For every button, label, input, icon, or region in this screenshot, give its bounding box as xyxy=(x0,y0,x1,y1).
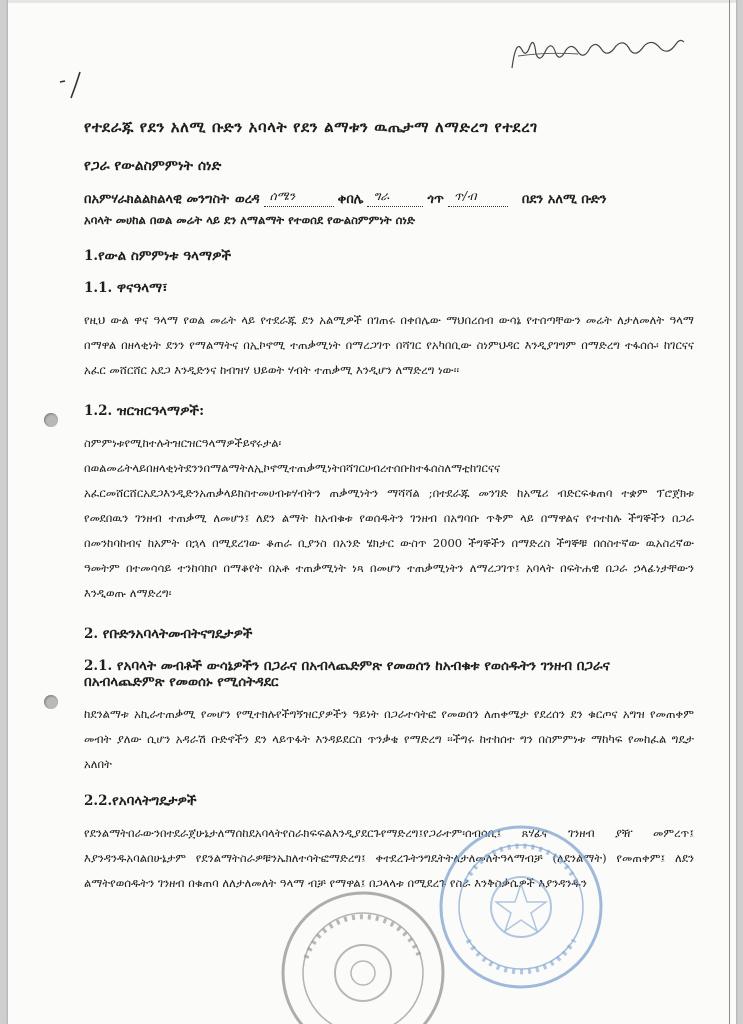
handwritten-signature xyxy=(508,28,688,78)
document-body xyxy=(84,118,694,916)
agreement-group-text: በደን አለሚ ቡድን xyxy=(521,192,607,207)
document-title: የተደራጁ የደን አለሚ ቡድን አባላት የደን ልማቱን ዉጤታማ ለማድረግ የተደረገ xyxy=(84,118,538,136)
document-subtitle: የጋራ የውልስምምነት ሰነድ xyxy=(84,158,222,174)
punch-hole xyxy=(44,695,58,709)
section-1-2-heading: 1.2. ዝርዝርዓላማዎች: xyxy=(84,403,205,419)
kebele-handwritten-value: ግራ xyxy=(373,189,390,203)
section-1-1-heading: 1.1. ዋናዓላማ፣ xyxy=(84,280,168,296)
agreement-region-text: በአምሃራክልልክልላዊ መንግስት xyxy=(84,192,229,207)
got-handwritten-value: ጥ/ብ xyxy=(453,189,477,203)
official-stamp-blue xyxy=(436,822,606,992)
woreda-field xyxy=(264,190,334,207)
section-2-2-heading: 2.2.የአባላትግዴታዎች xyxy=(84,793,197,809)
got-field xyxy=(448,190,508,207)
punch-hole xyxy=(44,413,58,427)
agreement-continuation: አባላት መሀከል በወል መሬት ላይ ደን ለማልማት የተወሰደ የውልስምምነት ሰነድ xyxy=(84,213,415,227)
section-1-1-paragraph: የዚህ ውል ዋና ዓላማ የወል መሬት ላይ የተደራጁ ደን አልሚዎች በገጠሩ በቀበሌው ማህበረሰብ ውሳኔ የተሰጣቸውን መሬት ለታለመለት ዓላማ በማዋል በዘላቂነት ደንን የማልማትና በኢኮኖሚ ተጠቃሚነት በማረጋገጥ በሻገር የአካበቢው ስነምህዳር እንዲያገግም በማድረግ ተፋሰሱ፡ ከገርናና አፈር መሸርሸር አደጋ እንዲድንና ከብዝሃ ህይወት ሃብት ተጠቃሚ እንዲሆን ለማድረግ ነው፡፡ xyxy=(84,313,694,377)
page-right-edge xyxy=(729,0,730,1024)
kebele-label: ቀበሌ xyxy=(337,192,364,207)
got-label: ጎጥ xyxy=(427,192,444,207)
section-2-1-heading: 2.1. የአባላት መብቶች ውሳኔዎችን በጋራና በአብላጨድምጽ የመወሰን ከአብቁቱ የወሰዱትን ገንዘብ በጋራና በአብላጨድምጽ የመወሰኑ የሚሰትዳደር xyxy=(84,658,610,690)
section-1-heading: 1.የውል ስምምነቱ ዓላማዎች xyxy=(84,248,232,264)
agreement-parties-row xyxy=(84,190,694,207)
woreda-label: ወረዳ xyxy=(234,192,260,207)
kebele-field xyxy=(367,190,423,207)
section-1-2-paragraph: ስምምነቱየሚከተሉትዝርዝርዓላማዎችይኖሩታል፡ በወልመሬትላይበዘላቂነትደንንበማልማትለኢኮኖሚተጠቃሚነትበሻገርሀብረተሰቡከተፋሰስለማቲከገርናና አፈርመሸርሸርአደጋእንዲድንአጠቃላይክስተመሀብቱሃብትን ጠቃሚነትን ማሻሻል ;በተደራጁ መንገድ ከአሜሪ ብድርፍቁጠባ ተቋም ፕሮጀክቱ የመደበዉን ገንዘብ ተጠቃሚ ለመሆን፤ ለደን ልማት ከአብቁቱ የወሰዱትን ገንዘብ በአግባቡ ጥቅም ላይ በማዋልና የተተከሉ ችግኞችን በጋራ በመንከባከብና ከአምት በኋላ በሚደረገው ቆጠራ ቢያንስ በአንድ ሄክታር ውስጥ 2000 ችግኞችን በማድረስ ችግኞቹ በሰስተኛው ዉአስረኛው ዓመትም በተመሳሳይ ተንከባክቦ በማቆየት በአቶ ተጠቃሚነት ነጻ በመሆን ተጠቃሚነትን ለማረጋገጥ፤ አባላት በፍትሐዊ በጋራ ኃላፊነታቸውን እንዲወጡ ለማድረግ፡ xyxy=(84,436,694,600)
section-2-heading: 2. የቡድንአባላትመብትናግዴታዎች xyxy=(84,626,253,642)
section-2-1-paragraph: ከደንልማቱ አኪራተጠቃሚ የመሆን የሚተክሉየችግኝዝርያዎችን ዓይነት በጋራተሳትፎ የመወሰን ለጠቀሜታ የደረሰን ደን ቁርጦና አግዝ የመጠቀም መብት ያለው ሲሆን አዳራሽ ቡድኖችን ደን ላይጥፋት እንዳይደርስ ጥንቃቄ የማድረግ ፡፡ችግሩ ከተከሰተ ግን በስምምነቱ ማከካፍ የመከፈል ግዴታ አለበት xyxy=(84,707,694,771)
woreda-handwritten-value: ሰሜን xyxy=(269,189,296,203)
page-top-edge xyxy=(8,0,736,3)
document-page xyxy=(8,0,736,1024)
section-2-2-paragraph: የደንልማትበራውንበተደራጀሁኔታለማሰከደአባላትየስራክፍፍልእንዲያደርጉየማድረግ፤የጋራተም፡ሰብሳቢ፤ ጸሃፊና ገንዘብ ያዥ መምረጥ፤ እያንዳንዱአባልበሁኔታም የደንልማትስራዎቹንኤክለተሳትፎማድረግ፤ ቀተደረጉትንግዴትትለታለመለትዓላማብቻ (ለደንልማት) የመጠቀም፤ ለደን ልማትየወሰዱትን ገንዘብ በቁጠባ ለለታለመለት ዓላማ ብቻ የማዋል፤ በጋላላቱ በሚደረጉ የስራ እንቅስቃሴዎች እያንዳንዱን xyxy=(84,826,694,890)
corner-pen-mark xyxy=(58,70,98,100)
